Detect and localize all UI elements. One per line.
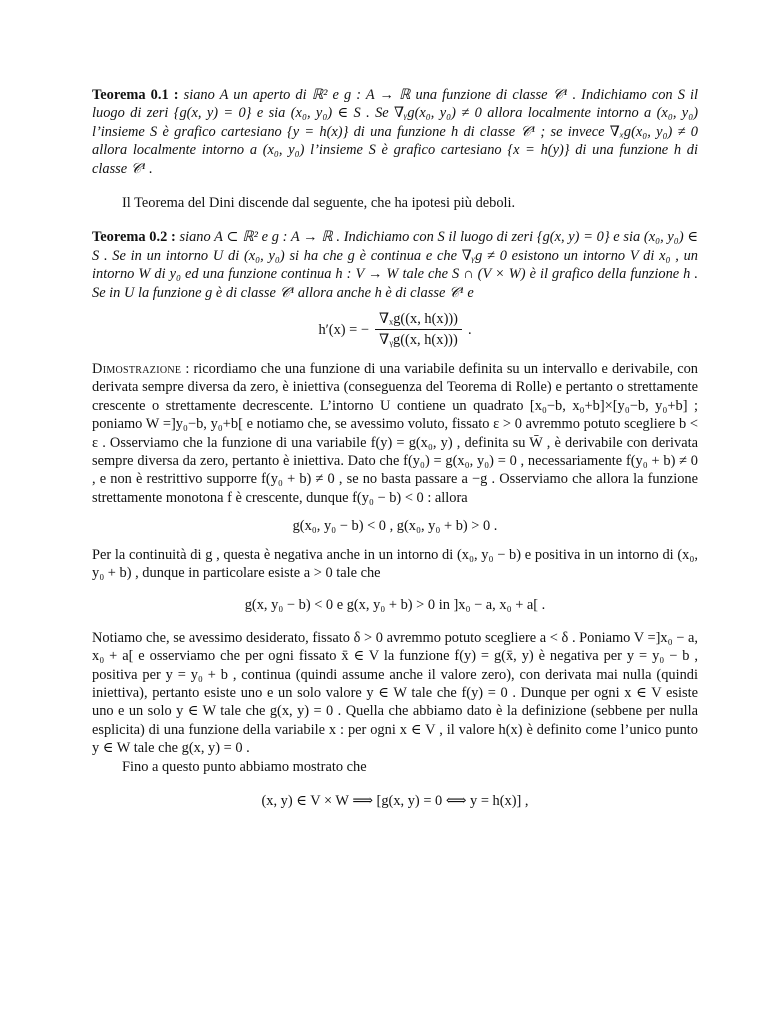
proof-label: Dimostrazione bbox=[92, 360, 182, 377]
theorem-1-body: siano A un aperto di ℝ² e g : A → ℝ una funzione di classe 𝒞¹ . Indichiamo con S il luogo di zeri {g(x, y) = 0} e sia (x₀, y₀) ∈ S . Se ∇ᵧg(x₀, y₀) ≠ 0 allora localmente intorno a (x₀, y₀) l’insieme S è grafico cartesiano {y = h(x)} di una funzione h di classe 𝒞¹ ; se invece ∇ₓg(x₀, y₀) ≠ 0 allora localmente intorno a (x₀, y₀) l’insieme S è grafico cartesiano {x = h(y)} di una funzione h di classe 𝒞¹ . bbox=[92, 87, 698, 177]
proof-paragraph-1 bbox=[92, 360, 698, 507]
proof-paragraph-4: Fino a questo punto abbiamo mostrato che bbox=[122, 758, 367, 775]
formula-numerator: ∇ₓg((x, h(x))) bbox=[375, 310, 462, 330]
proof-paragraph-2: Per la continuità di g , questa è negativa anche in un intorno di (x₀, y₀ − b) e positiva in un intorno di (x₀, y₀ + b) , dunque in particolare esiste a > 0 tale che bbox=[92, 546, 698, 581]
formula-tail: . bbox=[467, 321, 472, 338]
theorem-2-label: Teorema 0.2 : bbox=[92, 229, 176, 246]
equation-2: g(x, y₀ − b) < 0 e g(x, y₀ + b) > 0 in ]x₀ − a, x₀ + a[ . bbox=[244, 597, 546, 614]
formula-denominator: ∇ᵧg((x, h(x))) bbox=[379, 332, 458, 349]
equation-1: g(x₀, y₀ − b) < 0 , g(x₀, y₀ + b) > 0 . bbox=[292, 518, 498, 535]
theorem-1-label: Teorema 0.1 : bbox=[92, 87, 179, 103]
document-page bbox=[92, 86, 698, 826]
proof-paragraph-3: Notiamo che, se avessimo desiderato, fissato δ > 0 avremmo potuto scegliere a < δ . Poniamo V =]x₀ − a, x₀ + a[ e osserviamo che per ogni fissato x̄ ∈ V la funzione f(y) = g(x̄, y) è negativa per y = y₀ − b , positiva per y = y₀ + b , continua (quindi assume anche il valore zero), con derivata mai nulla (quindi iniettiva), pertanto esiste uno e un solo valore y ∈ W tale che f(y) = 0 . Dunque per ogni x ∈ V esiste uno e un solo y ∈ W tale che g(x, y) = 0 . Quella che abbiamo dato è la definizione (sebbene per nulla esplicita) di una funzione della variabile x : per ogni x ∈ V , il valore h(x) è definito come l’unico punto y ∈ W tale che g(x, y) = 0 . bbox=[92, 629, 698, 757]
proof-text-1: : ricordiamo che una funzione di una variabile definita su un intervallo e derivabile, con derivata sempre diversa da zero, è iniettiva (conseguenza del Teorema di Rolle) e pertanto o strettamente crescente o strettamente decrescente. L’intorno U contiene un quadrato [x₀−b, x₀+b]×[y₀−b, y₀+b] ; poniamo W =]y₀−b, y₀+b[ e notiamo che, se avessimo voluto, fissato ε > 0 avremmo potuto scegliere b < ε . Osserviamo che la funzione di una variabile f(y) = g(x₀, y) , definita su W̄ , è derivabile con derivata sempre diversa da zero, pertanto è iniettiva. Dato che f(y₀) = g(x₀, y₀) = 0 , necessariamente f(y₀ + b) ≠ 0 , e non è restrittivo supporre f(y₀ + b) ≠ 0 , se no basta passare a −g . Osserviamo che allora la funzione strettamente monotona f è crescente, dunque f(y₀ − b) < 0 : allora bbox=[92, 360, 698, 506]
theorem-2-body: siano A ⊂ ℝ² e g : A → ℝ . Indichiamo con S il luogo di zeri {g(x, y) = 0} e sia (x₀, y₀) ∈ S . Se in un intorno U di (x₀, y₀) si ha che g è continua e che ∇ᵧg ≠ 0 esistono un intorno V di x₀ , un intorno W di y₀ ed una funzione continua h : V → W tale che S ∩ (V × W) è il grafico della funzione h . Se in U la funzione g è di classe 𝒞¹ allora anche h è di classe 𝒞¹ e bbox=[92, 229, 698, 301]
equation-3: (x, y) ∈ V × W ⟹ [g(x, y) = 0 ⟺ y = h(x)] , bbox=[261, 793, 529, 809]
formula-lhs: h′(x) = − bbox=[318, 321, 369, 338]
formula-fraction bbox=[375, 310, 462, 350]
theorem-1 bbox=[92, 86, 698, 178]
derivative-formula bbox=[92, 310, 698, 350]
intro-sentence: Il Teorema del Dini discende dal seguente, che ha ipotesi più deboli. bbox=[122, 195, 516, 212]
theorem-2 bbox=[92, 228, 698, 302]
